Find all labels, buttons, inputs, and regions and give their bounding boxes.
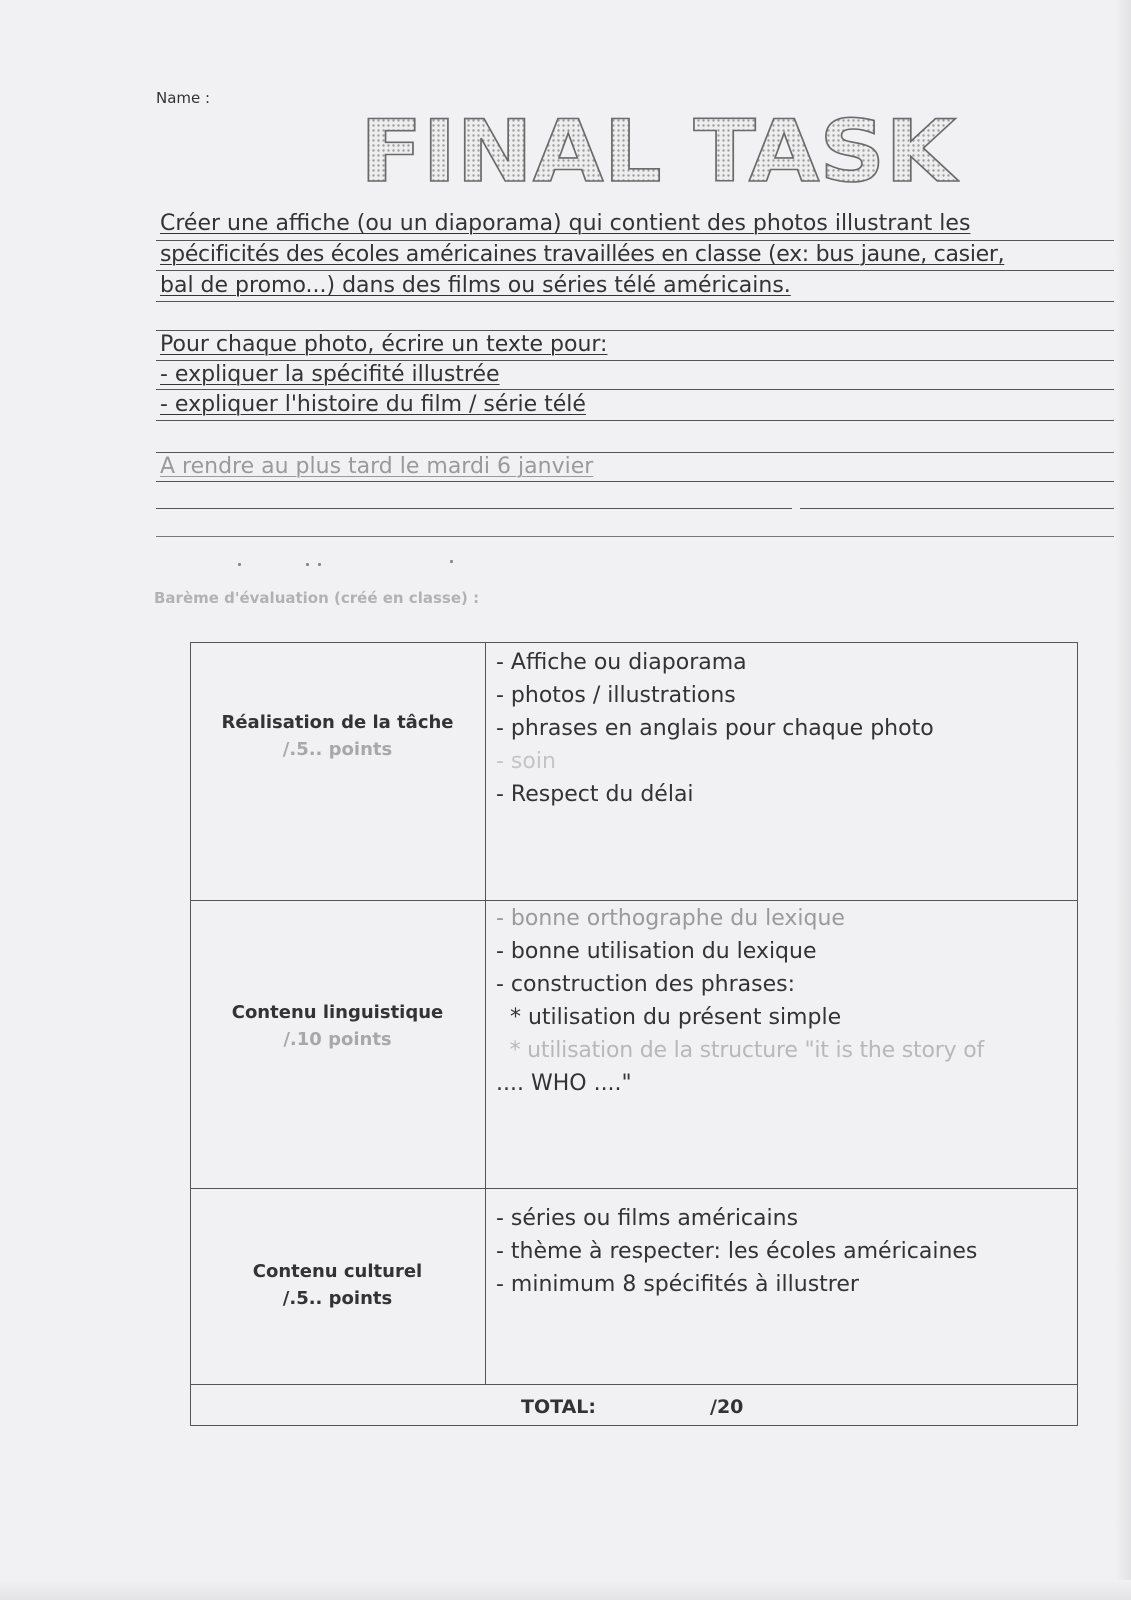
scan-speck (306, 563, 309, 566)
scan-edge-shadow (1115, 0, 1131, 1600)
rubric-items (496, 646, 1076, 811)
criterion-label: Contenu linguistique (231, 1002, 444, 1023)
rubric-item: - bonne orthographe du lexique (496, 906, 845, 931)
ruled-line (156, 508, 792, 509)
rubric-item: - Affiche ou diaporama (496, 650, 747, 675)
rubric-item: * utilisation du présent simple (496, 1005, 842, 1030)
scan-speck (238, 563, 241, 566)
rubric-criterion (190, 1002, 485, 1050)
name-label: Name : (156, 89, 211, 107)
instruction-line-1: Créer une affiche (ou un diaporama) qui contient des photos illustrant les (160, 211, 971, 236)
rubric-item: - thème à respecter: les écoles américaines (496, 1239, 978, 1264)
total-value: /20 (710, 1396, 744, 1418)
rubric-column-divider (485, 642, 486, 1384)
rubric-items (496, 1202, 1076, 1301)
deadline-line: A rendre au plus tard le mardi 6 janvier (160, 454, 594, 479)
rubric-item: - photos / illustrations (496, 683, 736, 708)
scan-speck (450, 560, 453, 563)
instruction-line-6: - expliquer l'histoire du film / série télé (160, 392, 586, 417)
title-text: FINAL TASK (360, 113, 960, 193)
ruled-line (156, 301, 1114, 302)
rubric-item: - séries ou films américains (496, 1206, 799, 1231)
scan-edge-shadow-bottom (0, 1580, 1131, 1600)
rubric-item: .... WHO ...." (496, 1071, 632, 1096)
total-label: TOTAL: (521, 1396, 597, 1418)
ruled-line (156, 420, 1114, 421)
ruled-line (156, 536, 1114, 537)
criterion-points: /.10 points (283, 1029, 392, 1050)
rubric-item: - construction des phrases: (496, 972, 795, 997)
rubric-total-divider (190, 1384, 1078, 1385)
rubric-row-divider (190, 900, 1078, 901)
rubric-item: * utilisation de la structure "it is the story of (496, 1038, 985, 1063)
criterion-label: Contenu culturel (252, 1261, 423, 1282)
grading-scale-label: Barème d'évaluation (créé en classe) : (154, 589, 480, 607)
instruction-line-5: - expliquer la spécifité illustrée (160, 362, 500, 387)
total-row (190, 1386, 1078, 1426)
rubric-item: - soin (496, 749, 556, 774)
instruction-line-2: spécificités des écoles américaines travaillées en classe (ex: bus jaune, casier, (160, 242, 1005, 267)
scan-speck (318, 563, 321, 566)
instruction-line-4: Pour chaque photo, écrire un texte pour: (160, 332, 608, 357)
rubric-item: - minimum 8 spécifités à illustrer (496, 1272, 859, 1297)
criterion-points: /.5.. points (282, 1288, 393, 1309)
rubric-criterion (190, 1261, 485, 1309)
rubric-criterion (190, 712, 485, 760)
rubric-item: - phrases en anglais pour chaque photo (496, 716, 934, 741)
instruction-line-3: bal de promo...) dans des films ou séries télé américains. (160, 273, 791, 298)
criterion-points: /.5.. points (282, 739, 393, 760)
rubric-item: - bonne utilisation du lexique (496, 939, 817, 964)
page-title (356, 113, 960, 193)
rubric-item: - Respect du délai (496, 782, 694, 807)
rubric-items (496, 902, 1076, 1100)
criterion-label: Réalisation de la tâche (221, 712, 454, 733)
rubric-row-divider (190, 1188, 1078, 1189)
ruled-line (800, 508, 1114, 509)
